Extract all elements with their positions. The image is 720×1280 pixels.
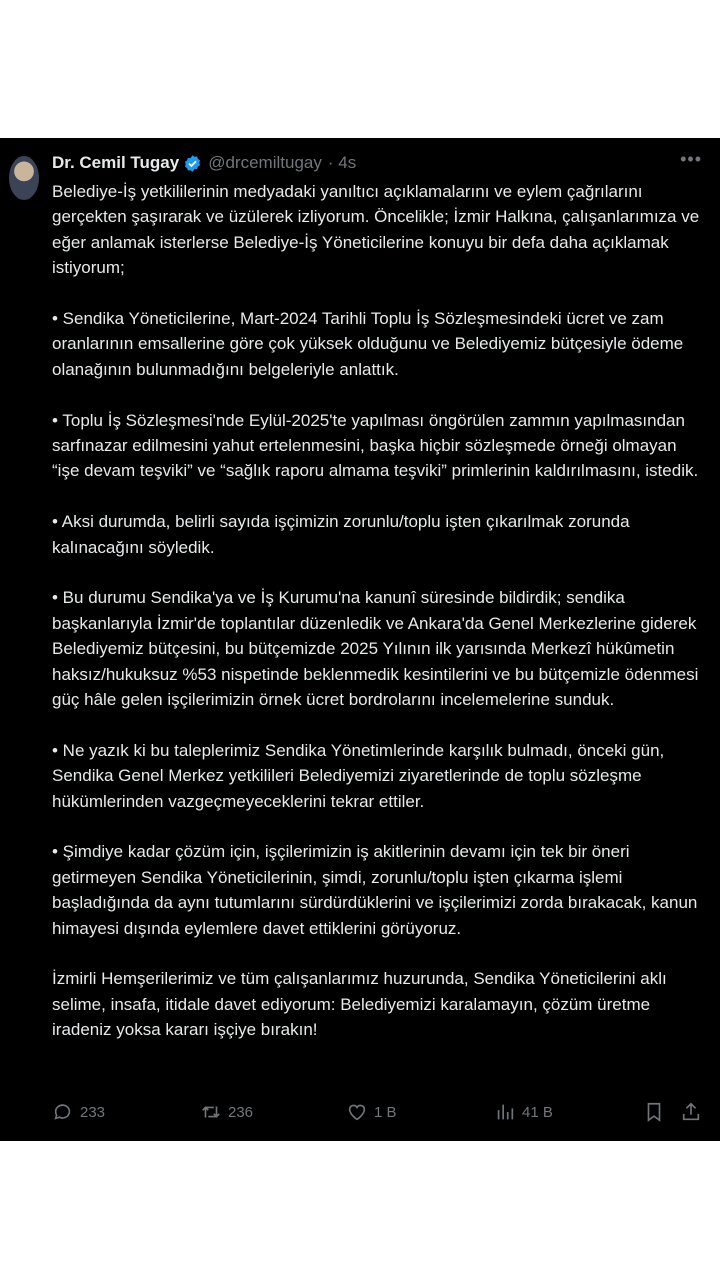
share-button[interactable] — [680, 1100, 702, 1124]
paragraph: • Aksi durumda, belirli sayıda işçimizin zorunlu/toplu işten çıkarılmak zorunda kalınacağını söyledik. — [52, 512, 630, 557]
paragraph: • Sendika Yöneticilerine, Mart-2024 Tarihli Toplu İş Sözleşmesindeki ücret ve zam oranlarının emsallerine göre çok yüksek olduğunu ve Belediyemiz bütçesiyle ödeme olanağının bulunmadığını belgeleriyle anlattık. — [52, 309, 684, 379]
author-name[interactable]: Dr. Cemil Tugay — [52, 153, 180, 172]
paragraph: • Ne yazık ki bu taleplerimiz Sendika Yönetimlerinde karşılık bulmadı, önceki gün, Sendika Genel Merkez yetkilileri Belediyemizi ziyaretlerinde de toplu sözleşme hükümlerinden vazgeçmeyeceklerini tekrar ettiler. — [52, 740, 665, 811]
paragraph: • Bu durumu Sendika'ya ve İş Kurumu'na kanunî süresinde bildirdik; sendika başkanlarıyla İzmir'de toplantılar düzenledik ve Ankara'da Genel Merkezlerine giderek Belediyemiz bütçesini, bu bütçemizde 2025 Yılının ilk yarısında Merkezî hükûmetin haksız/hukuksuz %53 nispetinde beklenmedik kesintilerini ve bu bütçemizle ödenmesi güç hâle gelen işçilerimizin örnek ücret bordrolarını incelemelerine sunduk. — [52, 588, 699, 710]
views-icon — [494, 1101, 516, 1123]
paragraph: İzmirli Hemşerilerimiz ve tüm çalışanlarımız huzurunda, Sendika Yöneticilerini aklı selime, insafa, itidale davet ediyorum: Belediyemizi karalamayın, çözüm üretme iradeniz yoksa kararı işçiye bırakın! — [52, 969, 667, 1040]
views-count: 41 B — [522, 1103, 553, 1121]
tweet-card[interactable] — [0, 138, 720, 1141]
reply-count: 233 — [80, 1103, 106, 1121]
avatar[interactable] — [0, 150, 40, 200]
like-count: 1 B — [374, 1103, 397, 1121]
bookmark-button[interactable] — [643, 1100, 665, 1124]
heart-icon — [346, 1101, 368, 1123]
bookmark-icon — [643, 1101, 665, 1123]
repost-icon — [200, 1101, 222, 1123]
author-handle[interactable]: @drcemiltugay — [208, 153, 322, 172]
repost-button[interactable] — [200, 1100, 253, 1124]
reply-button[interactable] — [52, 1100, 105, 1124]
reply-icon — [52, 1101, 74, 1123]
share-icon — [680, 1101, 702, 1123]
paragraph: Belediye-İş yetkililerinin medyadaki yanıltıcı açıklamalarını ve eylem çağrılarını gerçekten şaşırarak ve üzülerek izliyorum. Öncelikle; İzmir Halkına, çalışanlarımıza ve eğer anlamak isterlerse Belediye-İş Yöneticilerine konuyu bir defa daha açıklamak istiyorum; — [52, 182, 700, 278]
tweet-header — [52, 151, 700, 175]
tweet-text — [52, 179, 707, 1043]
verified-badge-icon — [183, 154, 202, 173]
like-button[interactable] — [346, 1100, 397, 1124]
post-time[interactable]: · 4s — [327, 153, 357, 172]
repost-count: 236 — [228, 1103, 254, 1121]
paragraph: • Toplu İş Sözleşmesi'nde Eylül-2025'te yapılması öngörülen zammın yapılmasından sarfınazar edilmesini yahut ertelenmesini, başka hiçbir sözleşmede örneği olmayan “işe devam teşviki” ve “sağlık raporu almama teşviki” primlerinin kaldırılmasını, istedik. — [52, 410, 699, 481]
action-bar — [52, 1100, 712, 1124]
more-options-icon[interactable]: ••• — [680, 149, 702, 169]
paragraph: • Şimdiye kadar çözüm için, işçilerimizin iş akitlerinin devamı için tek bir öneri getirmeyen Sendika Yöneticilerinin, şimdi, zorunlu/toplu işten çıkarma işlemi başladığında da aynı tutumlarını sürdürdüklerini ve işçilerimizi zorda bırakacak, kanun himayesi dışında eylemlere davet ettiklerini görüyoruz. — [52, 842, 698, 938]
views-button[interactable] — [494, 1100, 553, 1124]
